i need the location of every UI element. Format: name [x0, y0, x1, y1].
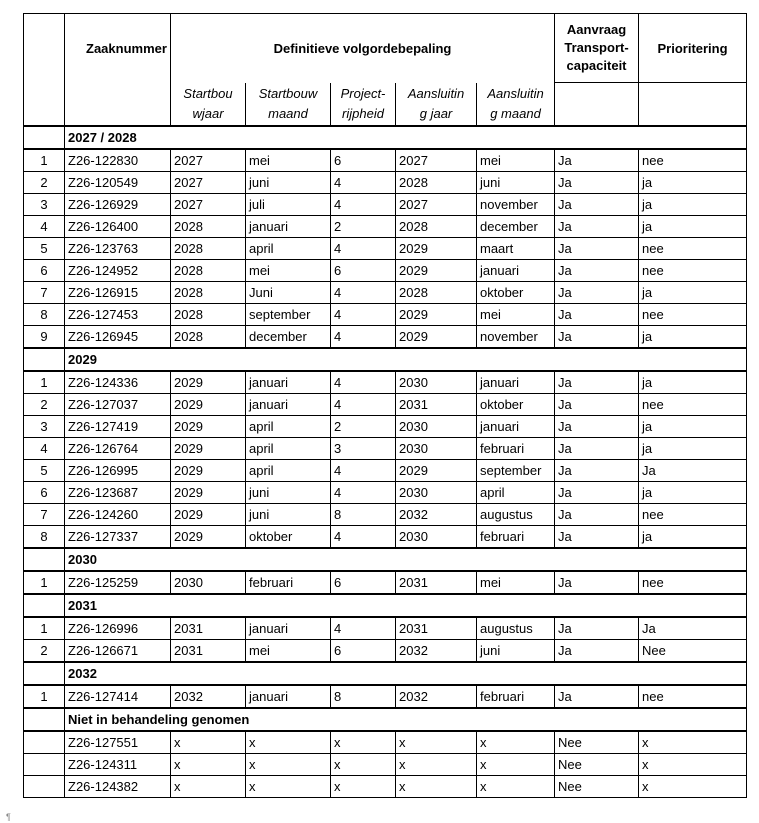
header-zaaknummer: Zaaknummer	[65, 14, 171, 83]
cell-startbouwjaar: 2031	[171, 640, 246, 663]
cell-prioritering: Ja	[639, 617, 747, 640]
cell-startbouwmaand: januari	[246, 617, 331, 640]
cell-row-number: 8	[24, 304, 65, 326]
cell-prioritering: x	[639, 731, 747, 754]
cell-row-number: 6	[24, 482, 65, 504]
cell-row-number: 1	[24, 149, 65, 172]
cell-aansluitingmaand: november	[477, 194, 555, 216]
cell-row-number: 4	[24, 438, 65, 460]
cell-startbouwmaand: september	[246, 304, 331, 326]
cell-zaaknummer: Z26-124382	[65, 776, 171, 798]
table-row	[24, 460, 747, 482]
cell-projectrijpheid: 6	[331, 149, 396, 172]
cell-projectrijpheid: 8	[331, 685, 396, 708]
cell-zaaknummer: Z26-124260	[65, 504, 171, 526]
subheader-row	[24, 83, 747, 127]
group-header-row	[24, 548, 747, 571]
cell-startbouwjaar: 2029	[171, 371, 246, 394]
cell-aansluitingjaar: 2030	[396, 416, 477, 438]
cell-projectrijpheid: 6	[331, 571, 396, 594]
cell-projectrijpheid: 4	[331, 238, 396, 260]
cell-startbouwmaand: december	[246, 326, 331, 349]
cell-aanvraag-transportcapaciteit: Ja	[555, 326, 639, 349]
cell-row-number: 5	[24, 460, 65, 482]
cell-startbouwjaar: 2028	[171, 216, 246, 238]
cell-aansluitingmaand: x	[477, 731, 555, 754]
cell-aansluitingmaand: oktober	[477, 394, 555, 416]
cell-zaaknummer: Z26-120549	[65, 172, 171, 194]
cell-startbouwjaar: x	[171, 731, 246, 754]
table-row	[24, 194, 747, 216]
cell-projectrijpheid: 3	[331, 438, 396, 460]
cell-startbouwmaand: mei	[246, 640, 331, 663]
cell-aansluitingmaand: februari	[477, 438, 555, 460]
startbouwmaand-line2: maand	[268, 105, 308, 121]
projectrijpheid-line2: rijpheid	[342, 105, 384, 121]
cell-aansluitingjaar: 2031	[396, 571, 477, 594]
cell-projectrijpheid: 2	[331, 216, 396, 238]
cell-zaaknummer: Z26-122830	[65, 149, 171, 172]
cell-row-number: 3	[24, 416, 65, 438]
cell-aanvraag-transportcapaciteit: Ja	[555, 482, 639, 504]
paragraph-mark: ¶	[6, 812, 11, 822]
cell-aanvraag-transportcapaciteit: Ja	[555, 416, 639, 438]
cell-aansluitingmaand: februari	[477, 685, 555, 708]
cell-aansluitingmaand: april	[477, 482, 555, 504]
cell-aansluitingjaar: 2030	[396, 438, 477, 460]
cell-projectrijpheid: 4	[331, 526, 396, 549]
cell-aansluitingjaar: 2029	[396, 304, 477, 326]
cell-row-number: 2	[24, 640, 65, 663]
group-header-row	[24, 348, 747, 371]
cell-prioritering: ja	[639, 371, 747, 394]
cell-startbouwjaar: 2029	[171, 504, 246, 526]
cell-projectrijpheid: x	[331, 754, 396, 776]
cell-aanvraag-transportcapaciteit: Ja	[555, 149, 639, 172]
cell-projectrijpheid: x	[331, 776, 396, 798]
header-index-cell	[24, 14, 65, 83]
cell-startbouwmaand: juni	[246, 482, 331, 504]
cell-aanvraag-transportcapaciteit: Ja	[555, 438, 639, 460]
cell-zaaknummer: Z26-126996	[65, 617, 171, 640]
table-row	[24, 482, 747, 504]
table-row	[24, 260, 747, 282]
cell-aanvraag-transportcapaciteit: Ja	[555, 260, 639, 282]
table-row	[24, 438, 747, 460]
cell-aansluitingjaar: 2029	[396, 238, 477, 260]
cell-startbouwmaand: april	[246, 238, 331, 260]
startbouwmaand-line1: Startbouw	[258, 85, 318, 101]
group-index-cell	[24, 548, 65, 571]
cell-projectrijpheid: 4	[331, 326, 396, 349]
table-row	[24, 282, 747, 304]
cell-aansluitingmaand: mei	[477, 304, 555, 326]
cell-aanvraag-transportcapaciteit: Ja	[555, 685, 639, 708]
volgorde-table	[23, 13, 747, 798]
cell-prioritering: ja	[639, 194, 747, 216]
group-header-row	[24, 126, 747, 149]
cell-aanvraag-transportcapaciteit: Ja	[555, 371, 639, 394]
cell-prioritering: ja	[639, 282, 747, 304]
cell-aansluitingmaand: maart	[477, 238, 555, 260]
group-header-row	[24, 662, 747, 685]
cell-row-number	[24, 731, 65, 754]
cell-startbouwmaand: Juni	[246, 282, 331, 304]
cell-startbouwjaar: 2029	[171, 526, 246, 549]
cell-zaaknummer: Z26-123763	[65, 238, 171, 260]
cell-startbouwjaar: 2028	[171, 326, 246, 349]
cell-row-number: 7	[24, 504, 65, 526]
cell-aanvraag-transportcapaciteit: Ja	[555, 216, 639, 238]
group-label: 2030	[65, 548, 747, 571]
cell-aansluitingmaand: september	[477, 460, 555, 482]
cell-zaaknummer: Z26-126400	[65, 216, 171, 238]
cell-row-number: 1	[24, 571, 65, 594]
cell-prioritering: nee	[639, 504, 747, 526]
cell-prioritering: nee	[639, 394, 747, 416]
group-index-cell	[24, 594, 65, 617]
cell-prioritering: ja	[639, 416, 747, 438]
cell-row-number: 1	[24, 617, 65, 640]
subheader-empty-1	[24, 83, 65, 127]
cell-aansluitingmaand: juni	[477, 640, 555, 663]
cell-startbouwjaar: 2029	[171, 482, 246, 504]
cell-prioritering: ja	[639, 438, 747, 460]
cell-zaaknummer: Z26-126671	[65, 640, 171, 663]
cell-aansluitingjaar: 2031	[396, 394, 477, 416]
cell-zaaknummer: Z26-126764	[65, 438, 171, 460]
table-row	[24, 394, 747, 416]
table-row	[24, 304, 747, 326]
cell-aansluitingjaar: 2029	[396, 326, 477, 349]
cell-row-number: 2	[24, 172, 65, 194]
cell-aanvraag-transportcapaciteit: Ja	[555, 571, 639, 594]
cell-startbouwmaand: x	[246, 754, 331, 776]
cell-aansluitingmaand: augustus	[477, 617, 555, 640]
cell-startbouwjaar: 2029	[171, 460, 246, 482]
header-aanvraag-line1: Aanvraag	[566, 22, 627, 37]
table-row	[24, 504, 747, 526]
cell-aanvraag-transportcapaciteit: Ja	[555, 526, 639, 549]
cell-zaaknummer: Z26-126945	[65, 326, 171, 349]
subheader-empty-9	[639, 83, 747, 127]
cell-aansluitingjaar: x	[396, 731, 477, 754]
cell-row-number: 5	[24, 238, 65, 260]
table-row	[24, 371, 747, 394]
cell-aansluitingjaar: 2032	[396, 685, 477, 708]
cell-startbouwjaar: x	[171, 754, 246, 776]
cell-startbouwmaand: mei	[246, 149, 331, 172]
cell-startbouwmaand: januari	[246, 394, 331, 416]
cell-aanvraag-transportcapaciteit: Nee	[555, 776, 639, 798]
aansluitingmaand-line1: Aansluitin	[487, 85, 544, 101]
cell-projectrijpheid: 4	[331, 304, 396, 326]
subheader-projectrijpheid	[331, 83, 396, 127]
cell-zaaknummer: Z26-127037	[65, 394, 171, 416]
cell-aansluitingjaar: 2027	[396, 194, 477, 216]
cell-startbouwjaar: 2027	[171, 149, 246, 172]
cell-aansluitingjaar: 2030	[396, 526, 477, 549]
cell-startbouwmaand: juni	[246, 504, 331, 526]
cell-startbouwjaar: x	[171, 776, 246, 798]
cell-zaaknummer: Z26-125259	[65, 571, 171, 594]
cell-row-number	[24, 754, 65, 776]
subheader-empty-8	[555, 83, 639, 127]
cell-aanvraag-transportcapaciteit: Ja	[555, 172, 639, 194]
cell-aansluitingjaar: 2032	[396, 504, 477, 526]
cell-aansluitingmaand: januari	[477, 260, 555, 282]
cell-startbouwmaand: januari	[246, 685, 331, 708]
table-row	[24, 640, 747, 663]
group-label: 2029	[65, 348, 747, 371]
cell-aanvraag-transportcapaciteit: Nee	[555, 754, 639, 776]
startbouwjaar-line2: wjaar	[192, 105, 224, 121]
table-row	[24, 216, 747, 238]
cell-startbouwjaar: 2029	[171, 416, 246, 438]
cell-projectrijpheid: 4	[331, 460, 396, 482]
cell-prioritering: ja	[639, 216, 747, 238]
cell-startbouwjaar: 2027	[171, 172, 246, 194]
table-row	[24, 416, 747, 438]
cell-row-number: 7	[24, 282, 65, 304]
cell-projectrijpheid: 4	[331, 482, 396, 504]
cell-aansluitingjaar: 2029	[396, 460, 477, 482]
cell-aansluitingjaar: x	[396, 754, 477, 776]
cell-aansluitingmaand: augustus	[477, 504, 555, 526]
cell-aanvraag-transportcapaciteit: Ja	[555, 238, 639, 260]
cell-zaaknummer: Z26-124336	[65, 371, 171, 394]
cell-zaaknummer: Z26-127551	[65, 731, 171, 754]
group-label: 2031	[65, 594, 747, 617]
cell-row-number: 8	[24, 526, 65, 549]
table-row	[24, 754, 747, 776]
cell-startbouwjaar: 2027	[171, 194, 246, 216]
subheader-startbouwjaar	[171, 83, 246, 127]
cell-startbouwmaand: x	[246, 776, 331, 798]
cell-aanvraag-transportcapaciteit: Ja	[555, 640, 639, 663]
cell-prioritering: Nee	[639, 640, 747, 663]
table-row	[24, 776, 747, 798]
cell-aanvraag-transportcapaciteit: Ja	[555, 282, 639, 304]
subheader-aansluitingjaar	[396, 83, 477, 127]
cell-prioritering: nee	[639, 260, 747, 282]
subheader-empty-2	[65, 83, 171, 127]
cell-aanvraag-transportcapaciteit: Ja	[555, 504, 639, 526]
cell-row-number: 1	[24, 685, 65, 708]
cell-prioritering: nee	[639, 304, 747, 326]
group-index-cell	[24, 126, 65, 149]
cell-aansluitingjaar: 2028	[396, 172, 477, 194]
header-aanvraag-line2: Transport-	[564, 40, 629, 55]
table-row	[24, 685, 747, 708]
cell-projectrijpheid: 4	[331, 371, 396, 394]
group-header-row	[24, 708, 747, 731]
table-row	[24, 238, 747, 260]
cell-zaaknummer: Z26-126995	[65, 460, 171, 482]
cell-projectrijpheid: 8	[331, 504, 396, 526]
cell-aansluitingmaand: februari	[477, 526, 555, 549]
cell-aanvraag-transportcapaciteit: Ja	[555, 394, 639, 416]
cell-prioritering: Ja	[639, 460, 747, 482]
cell-aansluitingmaand: x	[477, 754, 555, 776]
cell-startbouwmaand: januari	[246, 371, 331, 394]
aansluitingjaar-line1: Aansluitin	[407, 85, 465, 101]
cell-aansluitingmaand: x	[477, 776, 555, 798]
header-definitieve-volgordebepaling: Definitieve volgordebepaling	[171, 14, 555, 83]
cell-aansluitingjaar: 2028	[396, 216, 477, 238]
cell-projectrijpheid: 4	[331, 282, 396, 304]
cell-startbouwjaar: 2029	[171, 438, 246, 460]
cell-projectrijpheid: 2	[331, 416, 396, 438]
header-aanvraag-transportcapaciteit	[555, 14, 639, 83]
cell-startbouwmaand: februari	[246, 571, 331, 594]
header-row	[24, 14, 747, 83]
cell-aansluitingjaar: 2028	[396, 282, 477, 304]
aansluitingjaar-line2: g jaar	[419, 105, 453, 121]
table-row	[24, 617, 747, 640]
header-aanvraag-line3: capaciteit	[566, 58, 627, 73]
cell-startbouwjaar: 2028	[171, 260, 246, 282]
cell-startbouwjaar: 2031	[171, 617, 246, 640]
cell-row-number: 1	[24, 371, 65, 394]
cell-startbouwmaand: april	[246, 416, 331, 438]
cell-zaaknummer: Z26-126915	[65, 282, 171, 304]
table-row	[24, 172, 747, 194]
cell-prioritering: nee	[639, 238, 747, 260]
cell-aansluitingjaar: x	[396, 776, 477, 798]
cell-row-number: 2	[24, 394, 65, 416]
table-row	[24, 731, 747, 754]
cell-startbouwjaar: 2029	[171, 394, 246, 416]
cell-prioritering: ja	[639, 172, 747, 194]
cell-projectrijpheid: x	[331, 731, 396, 754]
cell-projectrijpheid: 4	[331, 617, 396, 640]
cell-row-number: 9	[24, 326, 65, 349]
cell-aanvraag-transportcapaciteit: Ja	[555, 460, 639, 482]
cell-startbouwmaand: oktober	[246, 526, 331, 549]
table-row	[24, 326, 747, 349]
cell-aansluitingmaand: mei	[477, 571, 555, 594]
cell-zaaknummer: Z26-124952	[65, 260, 171, 282]
table-row	[24, 526, 747, 549]
cell-startbouwmaand: juni	[246, 172, 331, 194]
group-header-row	[24, 594, 747, 617]
cell-startbouwjaar: 2028	[171, 238, 246, 260]
cell-prioritering: ja	[639, 482, 747, 504]
cell-aanvraag-transportcapaciteit: Nee	[555, 731, 639, 754]
cell-zaaknummer: Z26-124311	[65, 754, 171, 776]
cell-prioritering: nee	[639, 571, 747, 594]
cell-aansluitingmaand: mei	[477, 149, 555, 172]
cell-projectrijpheid: 6	[331, 640, 396, 663]
cell-projectrijpheid: 4	[331, 194, 396, 216]
group-label: Niet in behandeling genomen	[65, 708, 747, 731]
cell-projectrijpheid: 4	[331, 172, 396, 194]
cell-projectrijpheid: 4	[331, 394, 396, 416]
cell-prioritering: nee	[639, 149, 747, 172]
cell-row-number: 4	[24, 216, 65, 238]
cell-startbouwmaand: x	[246, 731, 331, 754]
cell-startbouwmaand: juli	[246, 194, 331, 216]
cell-startbouwmaand: januari	[246, 216, 331, 238]
cell-row-number: 3	[24, 194, 65, 216]
cell-prioritering: nee	[639, 685, 747, 708]
cell-aansluitingjaar: 2031	[396, 617, 477, 640]
cell-zaaknummer: Z26-127414	[65, 685, 171, 708]
group-label: 2032	[65, 662, 747, 685]
aansluitingmaand-line2: g maand	[490, 105, 541, 121]
cell-aanvraag-transportcapaciteit: Ja	[555, 304, 639, 326]
group-label: 2027 / 2028	[65, 126, 747, 149]
group-index-cell	[24, 662, 65, 685]
cell-prioritering: x	[639, 754, 747, 776]
cell-aansluitingjaar: 2029	[396, 260, 477, 282]
cell-startbouwjaar: 2030	[171, 571, 246, 594]
cell-startbouwjaar: 2032	[171, 685, 246, 708]
cell-aansluitingjaar: 2032	[396, 640, 477, 663]
cell-aansluitingmaand: oktober	[477, 282, 555, 304]
cell-startbouwjaar: 2028	[171, 304, 246, 326]
cell-aanvraag-transportcapaciteit: Ja	[555, 617, 639, 640]
header-prioritering: Prioritering	[639, 14, 747, 83]
cell-aansluitingmaand: juni	[477, 172, 555, 194]
cell-prioritering: x	[639, 776, 747, 798]
cell-aansluitingmaand: december	[477, 216, 555, 238]
cell-aansluitingmaand: november	[477, 326, 555, 349]
table-row	[24, 571, 747, 594]
cell-startbouwmaand: april	[246, 438, 331, 460]
cell-startbouwjaar: 2028	[171, 282, 246, 304]
cell-prioritering: ja	[639, 526, 747, 549]
group-index-cell	[24, 348, 65, 371]
cell-zaaknummer: Z26-127419	[65, 416, 171, 438]
cell-prioritering: ja	[639, 326, 747, 349]
cell-row-number	[24, 776, 65, 798]
cell-zaaknummer: Z26-127453	[65, 304, 171, 326]
cell-aansluitingmaand: januari	[477, 416, 555, 438]
cell-startbouwmaand: april	[246, 460, 331, 482]
cell-aanvraag-transportcapaciteit: Ja	[555, 194, 639, 216]
cell-aansluitingmaand: januari	[477, 371, 555, 394]
cell-zaaknummer: Z26-123687	[65, 482, 171, 504]
group-index-cell	[24, 708, 65, 731]
cell-zaaknummer: Z26-126929	[65, 194, 171, 216]
subheader-startbouwmaand	[246, 83, 331, 127]
cell-aansluitingjaar: 2027	[396, 149, 477, 172]
cell-startbouwmaand: mei	[246, 260, 331, 282]
cell-aansluitingjaar: 2030	[396, 482, 477, 504]
cell-projectrijpheid: 6	[331, 260, 396, 282]
table-row	[24, 149, 747, 172]
projectrijpheid-line1: Project-	[340, 85, 386, 101]
cell-zaaknummer: Z26-127337	[65, 526, 171, 549]
subheader-aansluitingmaand	[477, 83, 555, 127]
cell-row-number: 6	[24, 260, 65, 282]
cell-aansluitingjaar: 2030	[396, 371, 477, 394]
startbouwjaar-line1: Startbou	[183, 85, 233, 101]
